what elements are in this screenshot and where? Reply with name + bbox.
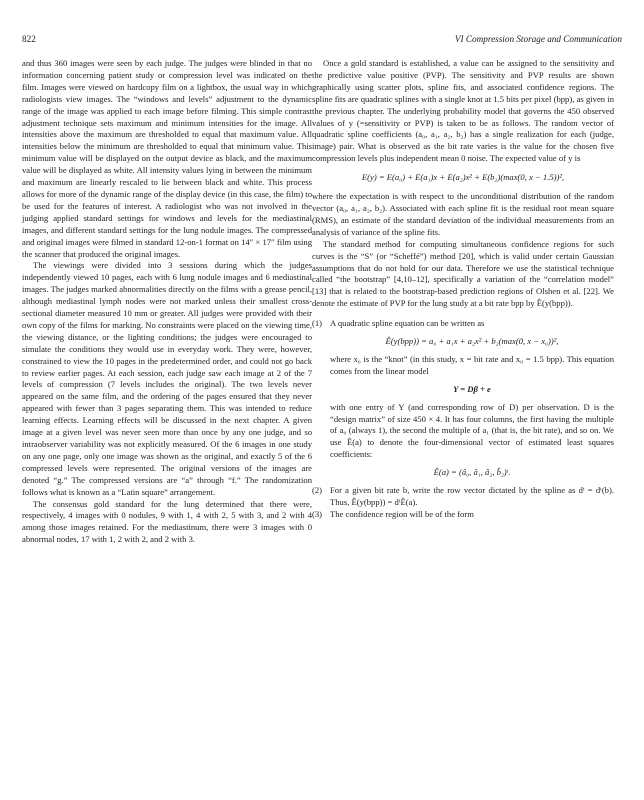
paragraph: The consensus gold standard for the lung determined that there were, respectively, 4 images with 0 nodules, 9 with 1, 4 with 2, 5 with 3, and 2 with 4 among those images retained. For the mediastinum, there were 3 images with 0 abnormal nodes, 17 with 1, 2 with 2, and 2 with 3. [22,498,312,545]
equation-expected-value: E(y) = E(a₀) + E(a₁)x + E(a₂)x² + E(b₂)(max(0, x − 1.5))², [361,172,565,183]
list-text: A quadratic spline equation can be written as [330,318,485,329]
paragraph: The viewings were divided into 3 sessions during which the judges independently viewed 10 pages, each with 6 lung nodule images and 6 mediastinal images. The judges marked abnormalities directly on the films with a grease pencil, although mediastinal lymph nodes were not marked unless their smallest cross-sectional diameter measured 10 mm or greater. All judges were provided with their own copy of the films for marking. No constraints were placed on the viewing time, the viewing distance, or the lighting conditions; the judges were encouraged to simulate the conditions they would use in everyday work. They were, however, constrained to view the 10 pages in the predetermined order, and could not go back to review earlier pages. At each session, each judge saw each image at 2 of the 7 levels of compression (7 levels includes the original). The two levels never appeared on the same film, and the ordering of the pages ensured that they never appeared with fewer than 3 pages separating them. This was intended to reduce learning effects. Learning effects will be discussed in the next chapter. A given image at a given level was never seen more than once by any one judge, and so intraobserver variability was not explicitly measured. Of the 6 images in one study on any one page, only one image was shown as the original, and exactly 5 of the 6 compressed levels were represented. The original versions of the images are denoted “g.” The compressed versions are “a” through “f.” The randomization follows what is known as a “Latin square” arrangement. [22,260,312,497]
page-number: 822 [22,34,36,44]
left-column [22,58,312,546]
right-column [312,58,614,521]
paragraph: Once a gold standard is established, a value can be assigned to the sensitivity and the predictive value positive (PVP). The sensitivity and PVP results are shown graphically using scatter plots, spline fits, and associated confidence regions. The spline fits are quadratic splines with a single knot at 1.5 bits per pixel (bpp), as given in the previous chapter. The underlying probability model that governs the 450 observed values of y (=sensitivity or PVP) is taken to be as follows. The random vector of quadratic spline coefficients (a₀, a₁, a₂, b₂) has a single realization for each (judge, image) pair. What is observed as the bit rate varies is the value for the chosen five compression levels plus independent mean 0 noise. The expected value of y is [312,58,614,164]
list-number: (1) [312,318,323,329]
page-header [22,34,622,48]
equation-linear-model: Y = Dβ + e [453,383,491,394]
list-text: where x₀ is the “knot” (in this study, x = bit rate and x₀ = 1.5 bpp). This equation comes from the linear model [330,353,614,376]
equation-spline: Ê(y(bpp)) = a₀ + a₁x + a₂x² + b₂(max(0, x − x₀))², [385,336,559,347]
list-item [312,509,614,521]
equation-coefficients: Ê(a) = (â₀, â₁, â₂, b̂₂)ᵗ. [433,467,511,478]
list-text: For a given bit rate b, write the row vector dictated by the spline as dᵗ = dᵗ(b). Thus, Ê(y(bpp)) = dᵗÊ(a). [330,485,614,507]
list-number: (3) [312,508,323,519]
paragraph: and thus 360 images were seen by each judge. The judges were blinded in that no information concerning patient study or compression level was indicated on the film. Images were viewed on hardcopy film on a lightbox, the usual way in which radiologists view images. The “windows and levels” adjustment to the dynamic range of the image was applied to each image before filming. This simple contrast adjustment technique sets maximum and minimum intensities for the image. All intensities above the maximum are thresholded to equal that maximum value. All intensities below the minimum are thresholded to equal that minimum value. This minimum value will be displayed on the output device as black, and the maximum value will be displayed as white. All intensity values lying in between the minimum and maximum are linearly rescaled to lie between black and white. This process allows for more of the dynamic range of the display device (in this case, the film) to be used for the features of interest. A radiologist who was not involved in the judging applied standard settings for windows and levels for the mediastinal images, and different standard settings for the lung nodule images. The compressed and original images were filmed in standard 12-on-1 format on 14″ × 17″ film using the scanner that produced the original images. [22,58,312,259]
list-item [312,318,614,479]
list-text: The confidence region will be of the form [330,508,474,519]
list-number: (2) [312,485,323,496]
list-text: with one entry of Y (and corresponding row of D) per observation. D is the “design matrix” of size 450 × 4. It has four columns, the first having the multiple of a₀ (always 1), the second the multiple of a₁ (that is, the bit rate), and so on. We use Ê(a) to denote the four-dimensional vector of estimated least squares coefficients: [330,401,614,460]
numbered-steps [312,318,614,521]
list-item [312,485,614,509]
paragraph: The standard method for computing simultaneous confidence regions for such curves is the “S” (or “Scheffé”) method [20], which is valid under certain Gaussian assumptions that do not hold for our data. Therefore we use the statistical technique called “the bootstrap” [4,10–12], specifically a variation of the “correlation model” [13] that is related to the bootstrap-based prediction regions of Olshen et al. [22]. We denote the estimate of PVP for the lung study at a bit rate bpp by Ê(y(bpp)). [312,238,614,309]
paragraph: where the expectation is with respect to the unconditional distribution of the random vector (a₀, a₁, a₂, b₂). Associated with each spline fit is the residual root mean square (RMS), an estimate of the standard deviation of the individual measurements from an analysis of variance of the spline fits. [312,191,614,237]
running-head: VI Compression Storage and Communication [454,34,622,44]
